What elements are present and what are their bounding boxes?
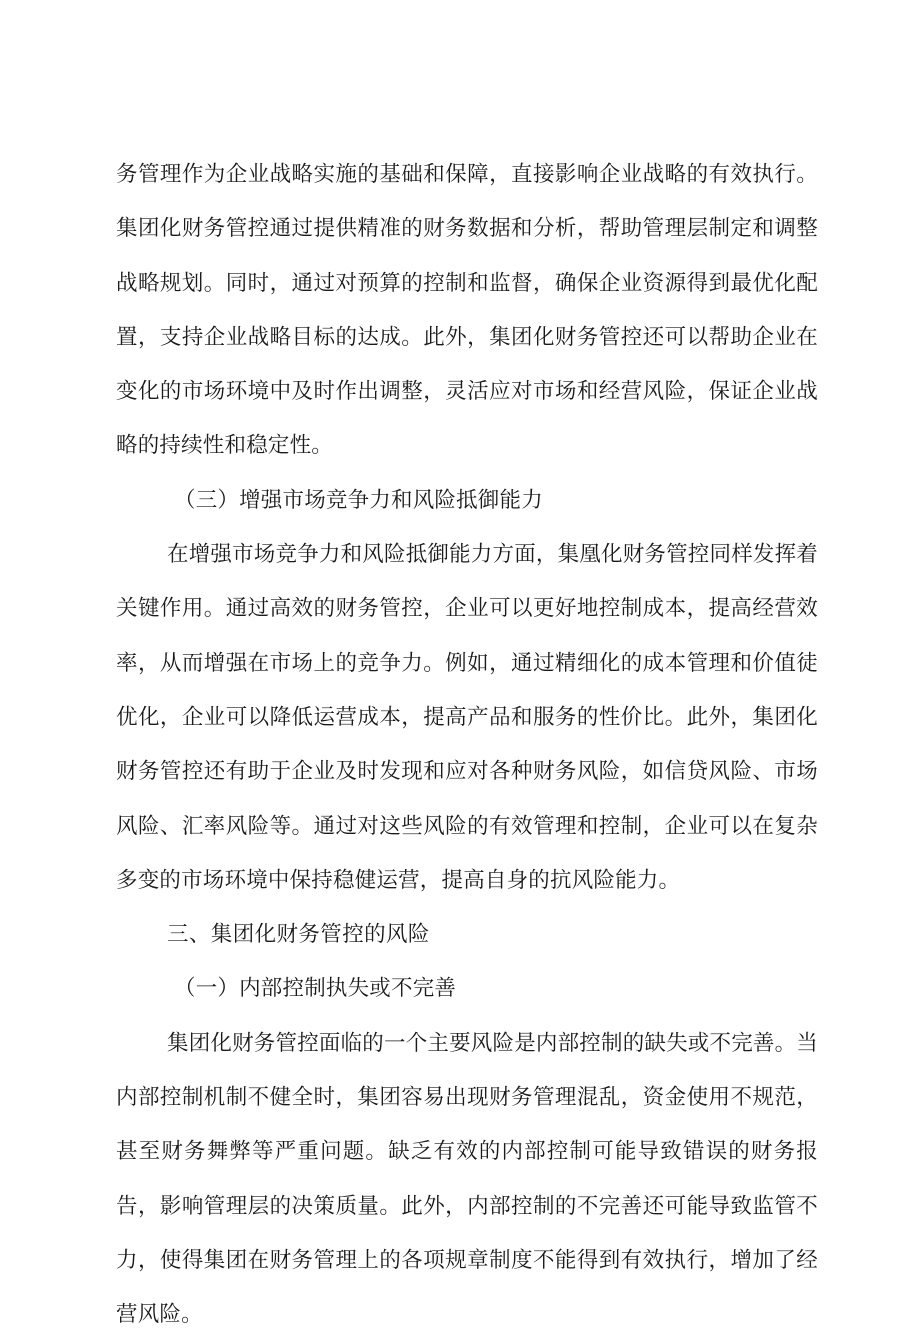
subheading-competitiveness: （三）增强市场竞争力和风险抵御能力: [174, 487, 543, 513]
paragraph-internal-control: 集团化财务管控面临的一个主要风险是内部控制的缺失或不完善。当内部控制机制不健全时，集团容易出现财务管理混乱，资金使用不规范，甚至财务舞弊等严重问题。缺乏有效的内部控制可能导致错误的财务报告，影响管理层的决策质量。此外，内部控制的不完善还可能导致监管不力，使得集团在财务管理上的各项规章制度不能得到有效执行，增加了经营风险。: [116, 1030, 819, 1328]
paragraph-strategy-support: 务管理作为企业战略实施的基础和保障，直接影响企业战略的有效执行。集团化财务管控通过提供精准的财务数据和分析，帮助管理层制定和调整战略规划。同时，通过对预算的控制和监督，确保企业资源得到最优化配置，支持企业战略目标的达成。此外，集团化财务管控还可以帮助企业在变化的市场环境中及时作出调整，灵活应对市场和经营风险，保证企业战略的持续性和稳定性。: [116, 162, 818, 459]
paragraph-competitiveness: 在增强市场竞争力和风险抵御能力方面，集凰化财务管控同样发挥着关键作用。通过高效的财务管控，企业可以更好地控制成本，提高经营效率，从而增强在市场上的竞争力。例如，通过精细化的成本管理和价值徒优化，企业可以降低运营成本，提高产品和服务的性价比。此外，集团化财务管控还有助于企业及时发现和应对各种财务风险，如信贷风险、市场风险、汇率风险等。通过对这些风险的有效管理和控制，企业可以在复杂多变的市场环境中保持稳健运营，提高自身的抗风险能力。: [116, 542, 819, 893]
subheading-internal-control: （一）内部控制执失或不完善: [174, 976, 457, 1002]
document-page: [116, 148, 818, 1343]
section-heading-risks: 三、集团化财务管控的风险: [167, 922, 430, 948]
